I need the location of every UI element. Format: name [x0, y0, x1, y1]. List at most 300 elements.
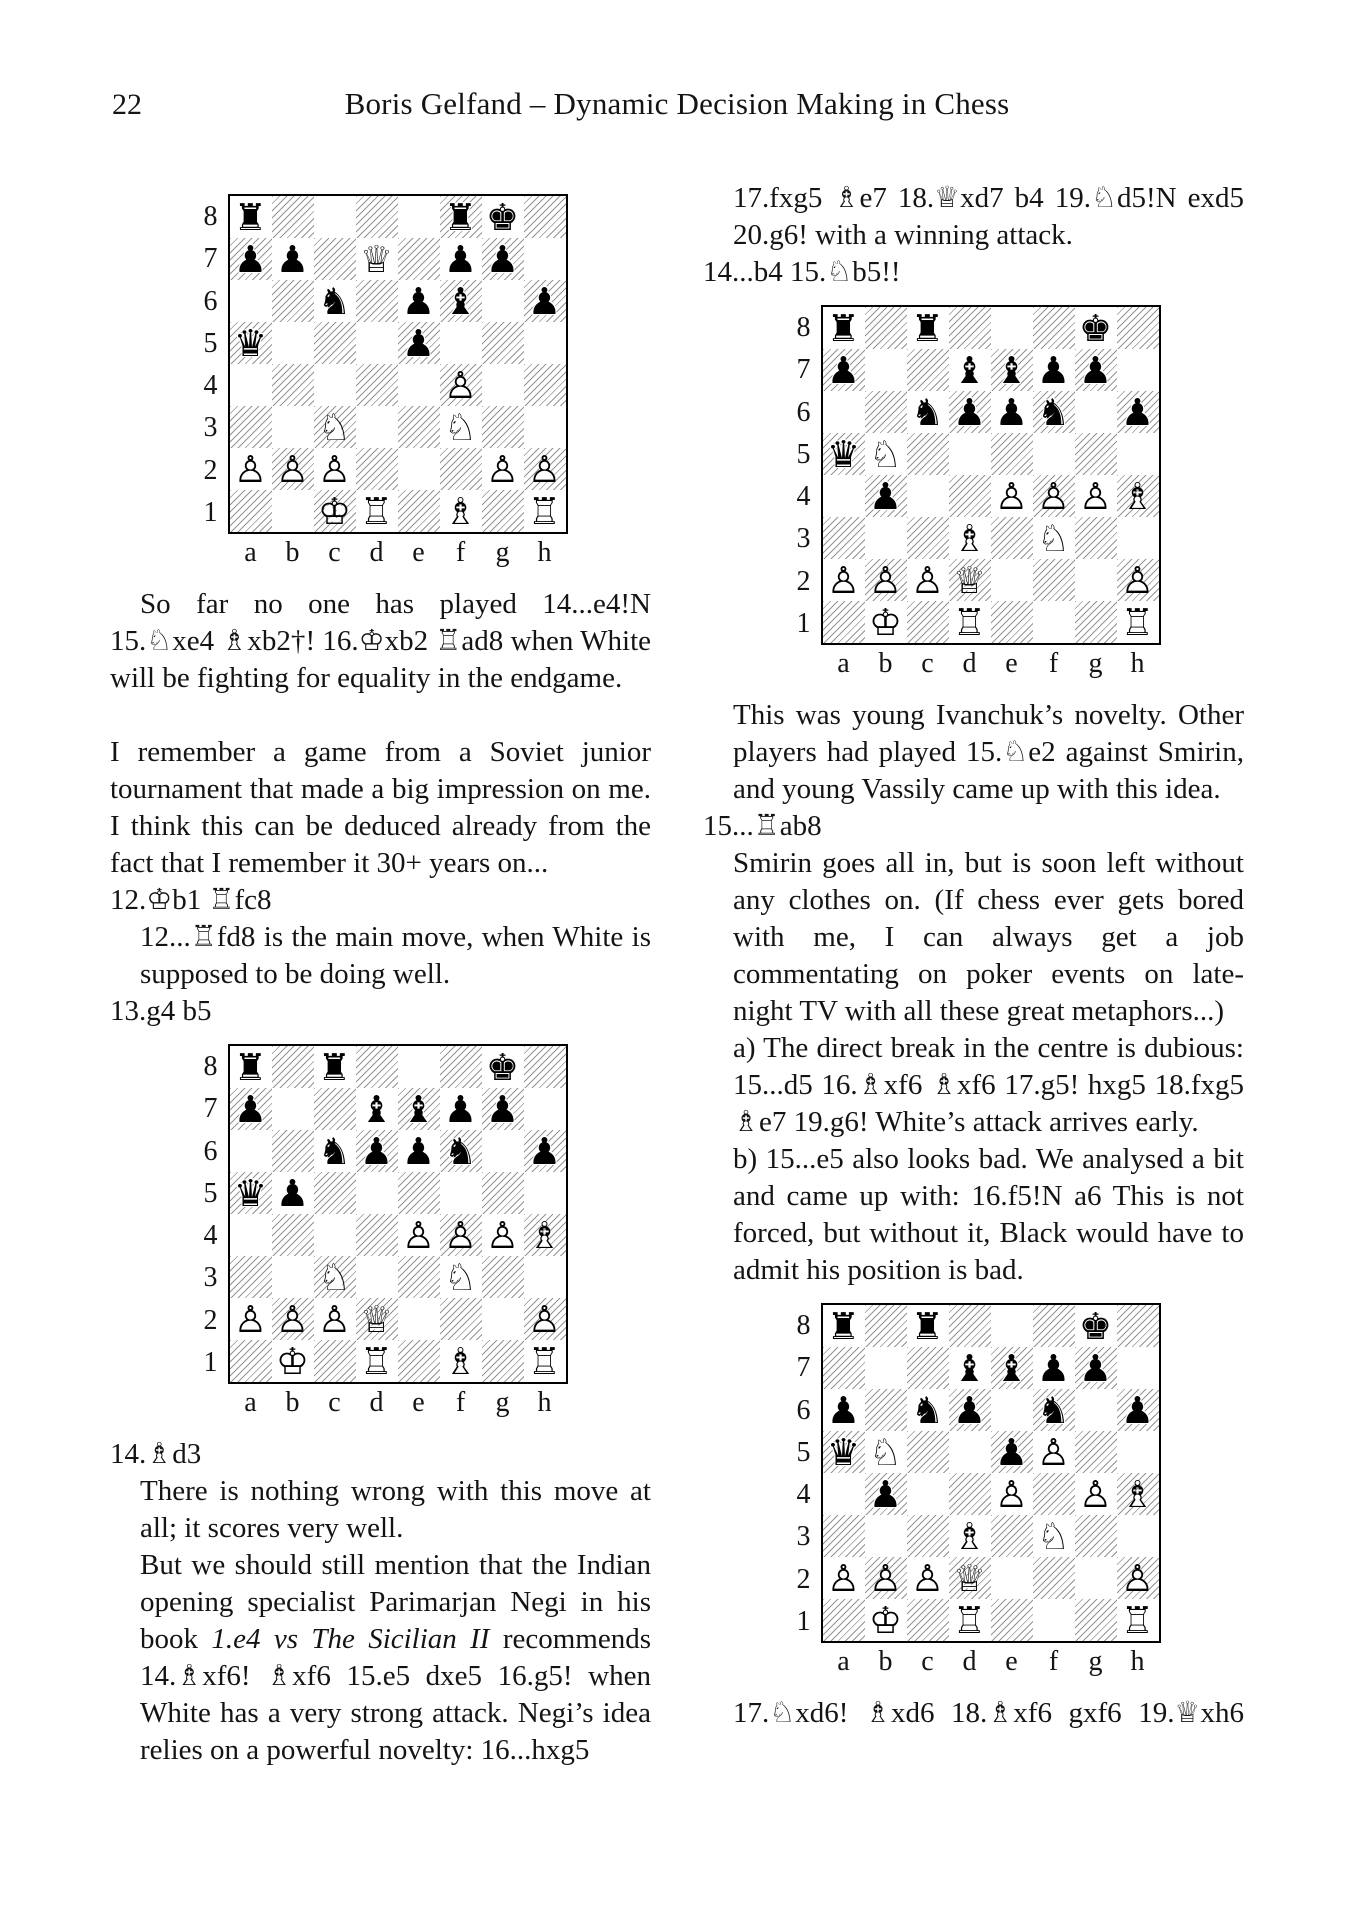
black-bishop: ♝ [443, 279, 478, 323]
chess-diagram-3 [787, 305, 1161, 683]
square-e3 [991, 1515, 1033, 1557]
square-g7 [1075, 1347, 1117, 1389]
square-g2 [482, 1298, 524, 1340]
right-column [703, 180, 1244, 1732]
square-f2 [440, 1298, 482, 1340]
note-14b-pre: But we should still mention that the Indian opening specialist Parimarjan Negi in his book [140, 1549, 651, 1655]
square-h2 [1117, 1557, 1159, 1599]
square-a1 [823, 601, 865, 643]
square-d4 [356, 364, 398, 406]
square-f6 [1033, 1389, 1075, 1431]
white-bishop: ♝ ♗ [444, 1343, 477, 1380]
square-g8 [482, 1046, 524, 1088]
square-h1 [524, 1340, 566, 1382]
note-line-b: b) 15...e5 also looks bad. We analysed a bit and came up with: 16.f5!N a6 This is not forced, but without it, Black would have to admit his position is bad. [733, 1143, 1244, 1286]
square-f4 [440, 364, 482, 406]
square-c1 [314, 1340, 356, 1382]
square-a8 [823, 1305, 865, 1347]
square-g1 [1075, 601, 1117, 643]
square-a7 [823, 1347, 865, 1389]
square-f8 [1033, 1305, 1075, 1347]
square-g6 [1075, 391, 1117, 433]
square-c7 [314, 238, 356, 280]
white-pawn: ♟ ♙ [234, 1301, 267, 1338]
rank-label-7: 7 [796, 354, 811, 386]
black-pawn: ♟ [868, 1472, 903, 1516]
square-d1 [356, 1340, 398, 1382]
rank-label-6: 6 [796, 1394, 811, 1426]
rank-label-1: 1 [796, 607, 811, 639]
rank-label-7: 7 [203, 243, 218, 275]
note-smirin: Smirin goes all in, but is soon left without any clothes on. (If chess ever gets bored with me, I can always get a job commentating on poker events on late-night TV with all these great metaphors...) [733, 847, 1244, 1027]
white-rook: ♜ ♖ [953, 1602, 986, 1639]
file-label-a: a [244, 1387, 257, 1418]
square-h2 [1117, 559, 1159, 601]
square-e7 [991, 349, 1033, 391]
square-a3 [823, 517, 865, 559]
square-f7 [440, 238, 482, 280]
square-a5 [230, 1172, 272, 1214]
square-h1 [1117, 601, 1159, 643]
square-d3 [356, 1256, 398, 1298]
square-g4 [482, 1214, 524, 1256]
square-h6 [524, 1130, 566, 1172]
square-d6 [356, 1130, 398, 1172]
square-d2 [356, 448, 398, 490]
file-label-a: a [837, 1646, 850, 1677]
white-knight: ♞ ♘ [318, 1259, 351, 1296]
square-f3 [1033, 517, 1075, 559]
square-h8 [1117, 307, 1159, 349]
square-b7 [865, 349, 907, 391]
square-a2 [230, 1298, 272, 1340]
white-pawn: ♟ ♙ [1079, 1476, 1112, 1513]
square-e5 [398, 322, 440, 364]
square-h4 [1117, 1473, 1159, 1515]
square-g1 [482, 1340, 524, 1382]
square-e2 [398, 1298, 440, 1340]
square-e1 [398, 1340, 440, 1382]
rank-label-6: 6 [796, 396, 811, 428]
square-d8 [949, 307, 991, 349]
square-d2 [949, 559, 991, 601]
square-a4 [823, 475, 865, 517]
square-f8 [1033, 307, 1075, 349]
square-h4 [524, 1214, 566, 1256]
black-rook: ♜ [910, 306, 945, 350]
rank-labels [194, 194, 228, 534]
square-b4 [865, 475, 907, 517]
rank-labels [787, 1303, 821, 1643]
square-h6 [1117, 391, 1159, 433]
file-label-h: h [1130, 648, 1145, 679]
square-g8 [1075, 307, 1117, 349]
white-bishop: ♝ ♗ [444, 493, 477, 530]
note-14a: There is nothing wrong with this move at all; it scores very well. [140, 1475, 651, 1544]
square-d7 [949, 349, 991, 391]
square-g4 [1075, 475, 1117, 517]
white-knight: ♞ ♘ [1037, 520, 1070, 557]
square-b1 [272, 1340, 314, 1382]
square-b1 [272, 490, 314, 532]
square-b2 [272, 1298, 314, 1340]
file-label-b: b [878, 1646, 893, 1677]
square-c8 [314, 1046, 356, 1088]
square-h5 [1117, 433, 1159, 475]
square-b3 [272, 406, 314, 448]
square-g5 [1075, 1431, 1117, 1473]
file-labels [823, 1643, 1161, 1681]
rank-label-7: 7 [796, 1352, 811, 1384]
white-rook: ♜ ♖ [528, 1343, 561, 1380]
black-pawn: ♟ [443, 1087, 478, 1131]
white-knight: ♞ ♘ [869, 1434, 902, 1471]
square-d2 [949, 1557, 991, 1599]
black-pawn: ♟ [1120, 1388, 1155, 1432]
square-d8 [356, 196, 398, 238]
square-e2 [991, 1557, 1033, 1599]
white-bishop: ♝ ♗ [953, 520, 986, 557]
square-f8 [440, 196, 482, 238]
square-b8 [865, 307, 907, 349]
square-f6 [1033, 391, 1075, 433]
black-pawn: ♟ [401, 1129, 436, 1173]
rank-label-6: 6 [203, 1135, 218, 1167]
square-c7 [314, 1088, 356, 1130]
rank-label-3: 3 [203, 412, 218, 444]
square-e3 [991, 517, 1033, 559]
square-f3 [1033, 1515, 1075, 1557]
file-labels [823, 645, 1161, 683]
rank-label-5: 5 [796, 438, 811, 470]
white-queen: ♛ ♕ [953, 1560, 986, 1597]
white-pawn: ♟ ♙ [1079, 478, 1112, 515]
chess-diagram-1 [194, 194, 568, 572]
rank-label-2: 2 [796, 565, 811, 597]
square-b2 [865, 559, 907, 601]
two-column-layout [110, 180, 1244, 1769]
square-b3 [865, 517, 907, 559]
square-e6 [398, 280, 440, 322]
file-label-f: f [455, 1387, 466, 1418]
file-label-c: c [328, 537, 341, 568]
square-e8 [398, 196, 440, 238]
black-bishop: ♝ [359, 1087, 394, 1131]
square-f3 [440, 406, 482, 448]
square-a5 [823, 433, 865, 475]
white-knight: ♞ ♘ [318, 409, 351, 446]
square-h1 [1117, 1599, 1159, 1641]
file-label-g: g [1088, 1646, 1103, 1677]
square-a6 [230, 280, 272, 322]
square-b7 [272, 1088, 314, 1130]
square-g3 [482, 406, 524, 448]
white-bishop: ♝ ♗ [1121, 1476, 1154, 1513]
square-h3 [1117, 1515, 1159, 1557]
square-c4 [907, 1473, 949, 1515]
white-rook: ♜ ♖ [1121, 1602, 1154, 1639]
square-d5 [356, 322, 398, 364]
black-pawn: ♟ [233, 237, 268, 281]
black-king: ♚ [1078, 306, 1113, 350]
square-d6 [949, 1389, 991, 1431]
white-pawn: ♟ ♙ [1121, 1560, 1154, 1597]
square-e6 [398, 1130, 440, 1172]
square-a1 [823, 1599, 865, 1641]
square-f7 [1033, 349, 1075, 391]
square-d7 [356, 1088, 398, 1130]
rank-label-8: 8 [203, 1051, 218, 1082]
black-pawn: ♟ [1036, 348, 1071, 392]
square-d7 [949, 1347, 991, 1389]
square-c7 [907, 1347, 949, 1389]
white-pawn: ♟ ♙ [911, 562, 944, 599]
black-pawn: ♟ [401, 279, 436, 323]
white-knight: ♞ ♘ [444, 409, 477, 446]
white-pawn: ♟ ♙ [869, 562, 902, 599]
square-c7 [907, 349, 949, 391]
square-g6 [1075, 1389, 1117, 1431]
square-f1 [1033, 1599, 1075, 1641]
square-c2 [907, 559, 949, 601]
square-c6 [314, 280, 356, 322]
rank-label-4: 4 [796, 1479, 811, 1511]
black-rook: ♜ [826, 306, 861, 350]
rank-label-1: 1 [203, 1346, 218, 1378]
white-king: ♚ ♔ [869, 1602, 902, 1639]
note-line-a: a) The direct break in the centre is dubious: 15...d5 16.♗xf6 ♗xf6 17.g5! hxg5 18.fxg5 ♗e7 19.g6! White’s attack arrives early. [733, 1032, 1244, 1138]
chess-board [228, 194, 568, 534]
square-g8 [482, 196, 524, 238]
file-label-f: f [1048, 648, 1059, 679]
paragraph-so-far: So far no one has played 14...e4!N 15.♘xe4 ♗xb2†! 16.♔xb2 ♖ad8 when White will be fighting for equality in the endgame. [110, 588, 651, 694]
square-e5 [991, 1431, 1033, 1473]
square-b5 [865, 1431, 907, 1473]
square-c5 [314, 322, 356, 364]
rank-label-3: 3 [796, 523, 811, 555]
square-d8 [356, 1046, 398, 1088]
square-h5 [1117, 1431, 1159, 1473]
note-ivanchuk: This was young Ivanchuk’s novelty. Other players had played 15.♘e2 against Smirin, and young Vassily came up with this idea. [733, 699, 1244, 805]
black-pawn: ♟ [952, 1388, 987, 1432]
square-a6 [823, 1389, 865, 1431]
square-f5 [440, 1172, 482, 1214]
square-f7 [440, 1088, 482, 1130]
square-a5 [823, 1431, 865, 1473]
white-queen: ♛ ♕ [953, 562, 986, 599]
black-pawn: ♟ [485, 237, 520, 281]
white-pawn: ♟ ♙ [402, 1217, 435, 1254]
square-c5 [314, 1172, 356, 1214]
white-bishop: ♝ ♗ [528, 1217, 561, 1254]
paragraph-remember: I remember a game from a Soviet junior tournament that made a big impression on me. I think this can be deduced already from the fact that I remember it 30+ years on... [110, 736, 651, 879]
rank-label-2: 2 [796, 1563, 811, 1595]
square-e7 [398, 1088, 440, 1130]
white-bishop: ♝ ♗ [953, 1518, 986, 1555]
square-d8 [949, 1305, 991, 1347]
square-a1 [230, 490, 272, 532]
square-c6 [907, 1389, 949, 1431]
square-a2 [823, 1557, 865, 1599]
square-h5 [524, 322, 566, 364]
black-bishop: ♝ [952, 348, 987, 392]
square-g3 [1075, 1515, 1117, 1557]
square-b7 [865, 1347, 907, 1389]
square-e8 [991, 307, 1033, 349]
square-h7 [524, 1088, 566, 1130]
file-label-h: h [537, 1387, 552, 1418]
chess-diagram-4 [787, 1303, 1161, 1681]
black-pawn: ♟ [994, 390, 1029, 434]
square-b6 [865, 391, 907, 433]
square-h7 [524, 238, 566, 280]
square-c4 [907, 475, 949, 517]
black-queen: ♛ [233, 1171, 268, 1215]
square-e2 [398, 448, 440, 490]
rank-label-2: 2 [203, 1304, 218, 1336]
square-d5 [949, 1431, 991, 1473]
black-pawn: ♟ [1036, 1346, 1071, 1390]
file-labels [230, 1384, 568, 1422]
book-title-italic: 1.e4 vs The Sicilian II [211, 1623, 490, 1655]
chess-board [821, 305, 1161, 645]
black-knight: ♞ [910, 1388, 945, 1432]
rank-label-8: 8 [796, 312, 811, 343]
square-d4 [356, 1214, 398, 1256]
square-e4 [398, 364, 440, 406]
square-d3 [949, 1515, 991, 1557]
square-f3 [440, 1256, 482, 1298]
white-pawn: ♟ ♙ [444, 367, 477, 404]
note-14b-post: recommends 14.♗xf6! ♗xf6 15.e5 dxe5 16.g5! when White has a very strong attack. Negi’s idea relies on a powerful novelty: 16...hxg5 [140, 1623, 652, 1766]
white-pawn: ♟ ♙ [318, 451, 351, 488]
square-f1 [440, 490, 482, 532]
black-knight: ♞ [910, 390, 945, 434]
file-label-g: g [495, 1387, 510, 1418]
square-h2 [524, 1298, 566, 1340]
black-knight: ♞ [443, 1129, 478, 1173]
square-d4 [949, 475, 991, 517]
square-b4 [272, 364, 314, 406]
square-c4 [314, 364, 356, 406]
rank-label-4: 4 [203, 370, 218, 402]
square-c3 [314, 1256, 356, 1298]
file-label-b: b [878, 648, 893, 679]
rank-label-1: 1 [796, 1605, 811, 1637]
rank-label-4: 4 [203, 1220, 218, 1252]
square-f8 [440, 1046, 482, 1088]
rank-label-5: 5 [796, 1436, 811, 1468]
square-c1 [907, 601, 949, 643]
white-pawn: ♟ ♙ [869, 1560, 902, 1597]
square-b3 [865, 1515, 907, 1557]
square-b5 [272, 322, 314, 364]
file-label-h: h [1130, 1646, 1145, 1677]
square-f4 [1033, 1473, 1075, 1515]
file-label-a: a [244, 537, 257, 568]
file-label-h: h [537, 537, 552, 568]
square-g2 [1075, 559, 1117, 601]
square-d5 [356, 1172, 398, 1214]
white-pawn: ♟ ♙ [444, 1217, 477, 1254]
black-rook: ♜ [910, 1304, 945, 1348]
file-label-e: e [1005, 648, 1018, 679]
square-g1 [482, 490, 524, 532]
square-f4 [1033, 475, 1075, 517]
square-e2 [991, 559, 1033, 601]
square-b7 [272, 238, 314, 280]
black-pawn: ♟ [527, 279, 562, 323]
square-c3 [907, 1515, 949, 1557]
square-g5 [482, 322, 524, 364]
white-pawn: ♟ ♙ [276, 1301, 309, 1338]
black-bishop: ♝ [952, 1346, 987, 1390]
black-pawn: ♟ [275, 237, 310, 281]
white-rook: ♜ ♖ [1121, 604, 1154, 641]
square-f7 [1033, 1347, 1075, 1389]
black-knight: ♞ [1036, 1388, 1071, 1432]
square-g2 [1075, 1557, 1117, 1599]
square-c1 [314, 490, 356, 532]
white-pawn: ♟ ♙ [234, 451, 267, 488]
square-c5 [907, 1431, 949, 1473]
square-h3 [1117, 517, 1159, 559]
square-b2 [272, 448, 314, 490]
square-b8 [272, 1046, 314, 1088]
rank-label-5: 5 [203, 327, 218, 359]
black-pawn: ♟ [485, 1087, 520, 1131]
square-a6 [230, 1130, 272, 1172]
square-b8 [865, 1305, 907, 1347]
white-pawn: ♟ ♙ [995, 1476, 1028, 1513]
black-pawn: ♟ [826, 348, 861, 392]
rank-labels [194, 1044, 228, 1384]
white-knight: ♞ ♘ [1037, 1518, 1070, 1555]
file-label-e: e [1005, 1646, 1018, 1677]
black-pawn: ♟ [401, 321, 436, 365]
square-b6 [272, 1130, 314, 1172]
square-a4 [230, 1214, 272, 1256]
file-label-f: f [1048, 1646, 1059, 1677]
moveline-14: 14.♗d3 [110, 1438, 202, 1470]
square-b3 [272, 1256, 314, 1298]
square-e3 [398, 1256, 440, 1298]
black-pawn: ♟ [233, 1087, 268, 1131]
square-a2 [230, 448, 272, 490]
black-queen: ♛ [826, 432, 861, 476]
black-pawn: ♟ [275, 1171, 310, 1215]
square-e4 [991, 1473, 1033, 1515]
square-c6 [314, 1130, 356, 1172]
square-b6 [272, 280, 314, 322]
black-pawn: ♟ [868, 474, 903, 518]
white-king: ♚ ♔ [869, 604, 902, 641]
white-pawn: ♟ ♙ [827, 1560, 860, 1597]
file-label-a: a [837, 648, 850, 679]
file-label-d: d [369, 537, 384, 568]
square-d1 [356, 490, 398, 532]
black-bishop: ♝ [994, 1346, 1029, 1390]
moveline-13: 13.g4 b5 [110, 995, 212, 1027]
moveline-14b: 14...b4 15.♘b5!! [703, 256, 901, 288]
square-e6 [991, 1389, 1033, 1431]
white-rook: ♜ ♖ [953, 604, 986, 641]
square-g5 [482, 1172, 524, 1214]
white-rook: ♜ ♖ [360, 493, 393, 530]
black-pawn: ♟ [1078, 1346, 1113, 1390]
square-h5 [524, 1172, 566, 1214]
rank-label-5: 5 [203, 1177, 218, 1209]
